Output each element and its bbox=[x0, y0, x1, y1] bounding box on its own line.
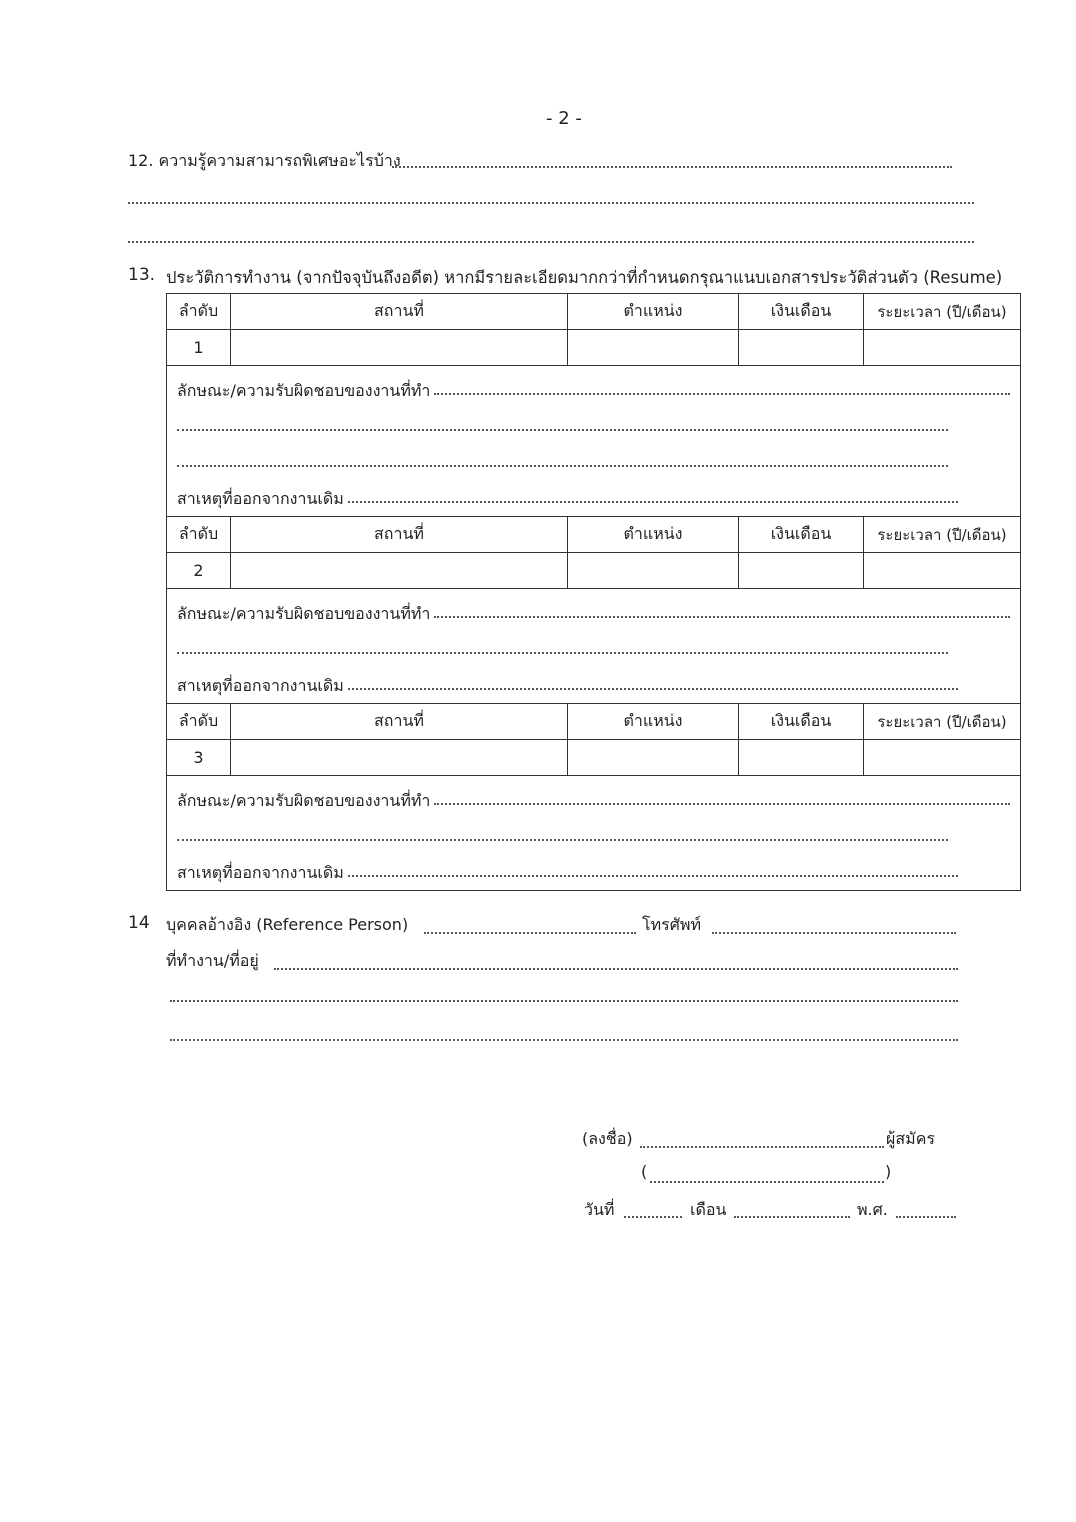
year-label: พ.ศ. bbox=[857, 1200, 888, 1219]
reference-name-line[interactable] bbox=[424, 932, 636, 934]
q12-answer-line-2[interactable] bbox=[128, 202, 974, 204]
duties-line[interactable] bbox=[177, 465, 948, 467]
year-line[interactable] bbox=[896, 1216, 956, 1218]
header-order: ลำดับ bbox=[167, 294, 231, 330]
address-line-2[interactable] bbox=[170, 1000, 958, 1002]
reason-label: สาเหตุที่ออกจากงานเดิม bbox=[177, 489, 344, 508]
position-cell[interactable] bbox=[568, 330, 739, 366]
description-cell bbox=[167, 366, 1021, 517]
duration-cell[interactable] bbox=[864, 740, 1021, 776]
q12-answer-line-1[interactable] bbox=[392, 166, 952, 168]
duties-line[interactable] bbox=[434, 803, 1010, 805]
header-place: สถานที่ bbox=[231, 517, 568, 553]
duties-line[interactable] bbox=[177, 429, 948, 431]
header-place: สถานที่ bbox=[231, 294, 568, 330]
table-row bbox=[167, 553, 1021, 589]
duties-label: ลักษณะ/ความรับผิดชอบของงานที่ทำ bbox=[177, 791, 431, 810]
signature-line[interactable] bbox=[640, 1146, 884, 1148]
reason-label: สาเหตุที่ออกจากงานเดิม bbox=[177, 676, 344, 695]
duration-cell[interactable] bbox=[864, 553, 1021, 589]
header-salary: เงินเดือน bbox=[739, 517, 864, 553]
description-cell bbox=[167, 776, 1021, 891]
header-salary: เงินเดือน bbox=[739, 704, 864, 740]
description-row bbox=[167, 776, 1021, 891]
header-position: ตำแหน่ง bbox=[568, 294, 739, 330]
description-row bbox=[167, 589, 1021, 704]
header-position: ตำแหน่ง bbox=[568, 704, 739, 740]
description-cell bbox=[167, 589, 1021, 704]
salary-cell[interactable] bbox=[739, 330, 864, 366]
printed-name-line[interactable] bbox=[650, 1181, 884, 1183]
q14-label: บุคคลอ้างอิง (Reference Person) bbox=[166, 915, 409, 934]
table-header-row bbox=[167, 517, 1021, 553]
header-duration: ระยะเวลา (ปี/เดือน) bbox=[864, 294, 1021, 330]
paren-open: ( bbox=[641, 1162, 648, 1181]
header-order: ลำดับ bbox=[167, 704, 231, 740]
header-salary: เงินเดือน bbox=[739, 294, 864, 330]
duties-line[interactable] bbox=[434, 393, 1010, 395]
phone-line[interactable] bbox=[712, 932, 956, 934]
header-duration: ระยะเวลา (ปี/เดือน) bbox=[864, 517, 1021, 553]
header-place: สถานที่ bbox=[231, 704, 568, 740]
sign-label: (ลงชื่อ) bbox=[582, 1129, 633, 1148]
reason-line[interactable] bbox=[348, 501, 958, 503]
table-row bbox=[167, 740, 1021, 776]
month-label: เดือน bbox=[690, 1200, 727, 1219]
work-history-table bbox=[166, 293, 1021, 891]
reason-line[interactable] bbox=[348, 875, 958, 877]
duties-line[interactable] bbox=[177, 652, 948, 654]
address-label: ที่ทำงาน/ที่อยู่ bbox=[166, 951, 259, 970]
header-duration: ระยะเวลา (ปี/เดือน) bbox=[864, 704, 1021, 740]
salary-cell[interactable] bbox=[739, 740, 864, 776]
phone-label: โทรศัพท์ bbox=[642, 915, 701, 934]
duties-line[interactable] bbox=[177, 839, 948, 841]
reason-label: สาเหตุที่ออกจากงานเดิม bbox=[177, 863, 344, 882]
row-number: 3 bbox=[167, 740, 231, 776]
date-label: วันที่ bbox=[584, 1200, 615, 1219]
position-cell[interactable] bbox=[568, 740, 739, 776]
applicant-label: ผู้สมัคร bbox=[886, 1129, 935, 1148]
q13-number: 13. bbox=[128, 265, 156, 285]
position-cell[interactable] bbox=[568, 553, 739, 589]
reason-line[interactable] bbox=[348, 688, 958, 690]
paren-close: ) bbox=[885, 1162, 892, 1181]
duties-line[interactable] bbox=[434, 616, 1010, 618]
header-position: ตำแหน่ง bbox=[568, 517, 739, 553]
table-header-row bbox=[167, 704, 1021, 740]
description-row bbox=[167, 366, 1021, 517]
duration-cell[interactable] bbox=[864, 330, 1021, 366]
header-order: ลำดับ bbox=[167, 517, 231, 553]
q12-label: 12. ความรู้ความสามารถพิเศษอะไรบ้าง bbox=[128, 151, 401, 170]
place-cell[interactable] bbox=[231, 740, 568, 776]
q13-title: ประวัติการทำงาน (จากปัจจุบันถึงอดีต) หากมีรายละเอียดมากกว่าที่กำหนดกรุณาแนบเอกสารประวัติส่วนตัว (Resume) bbox=[166, 268, 1003, 287]
q12-answer-line-3[interactable] bbox=[128, 241, 974, 243]
duties-label: ลักษณะ/ความรับผิดชอบของงานที่ทำ bbox=[177, 381, 431, 400]
salary-cell[interactable] bbox=[739, 553, 864, 589]
page-number: - 2 - bbox=[546, 108, 582, 129]
table-header-row bbox=[167, 294, 1021, 330]
row-number: 1 bbox=[167, 330, 231, 366]
q14-number: 14 bbox=[128, 913, 150, 933]
address-line-3[interactable] bbox=[170, 1039, 958, 1041]
place-cell[interactable] bbox=[231, 553, 568, 589]
duties-label: ลักษณะ/ความรับผิดชอบของงานที่ทำ bbox=[177, 604, 431, 623]
place-cell[interactable] bbox=[231, 330, 568, 366]
address-line-1[interactable] bbox=[274, 968, 958, 970]
month-line[interactable] bbox=[734, 1216, 850, 1218]
table-row bbox=[167, 330, 1021, 366]
day-line[interactable] bbox=[624, 1216, 682, 1218]
row-number: 2 bbox=[167, 553, 231, 589]
